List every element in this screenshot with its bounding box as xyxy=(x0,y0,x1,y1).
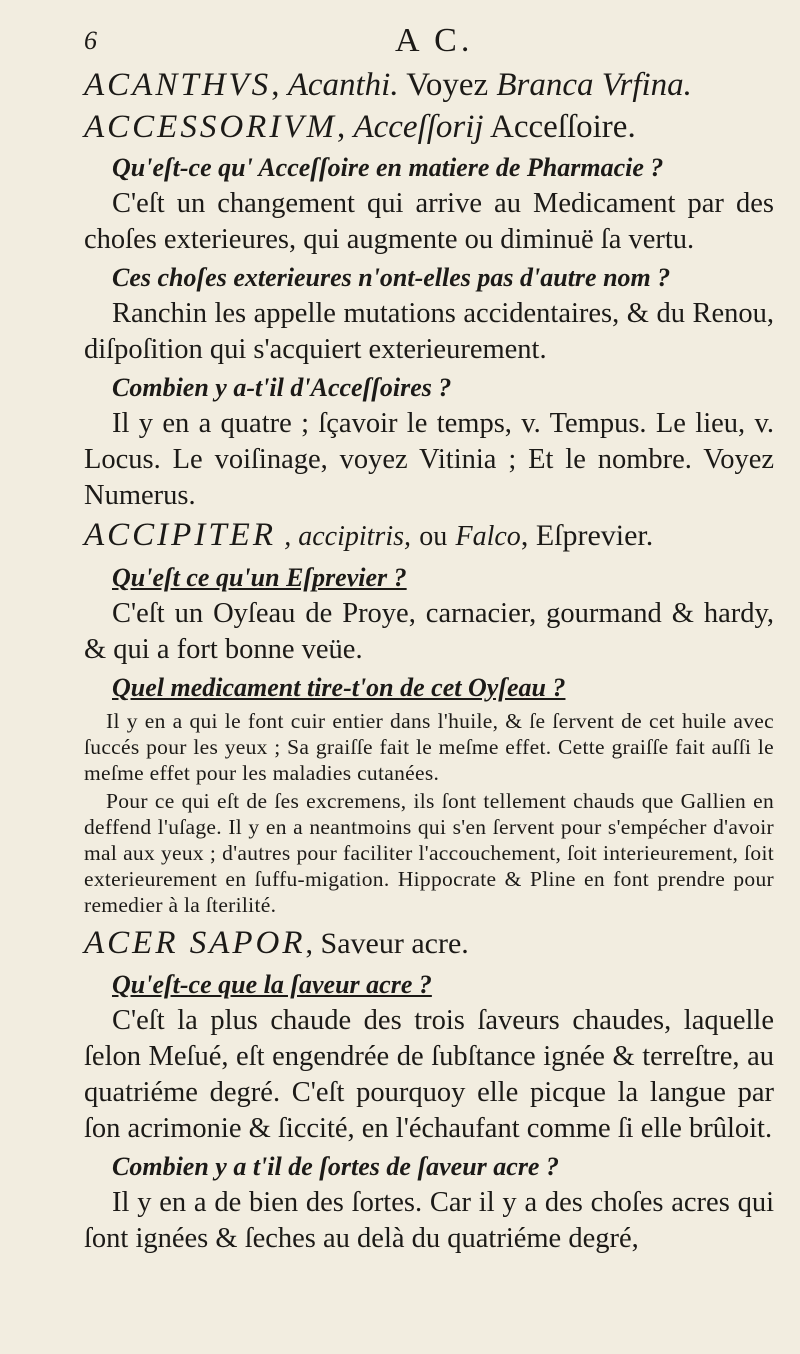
entry-alt: Falco xyxy=(455,521,521,552)
answer-small: Il y en a qui le font cuir entier dans l'huile, & ſe ſervent de cet huile avec ſuccés pour les yeux ; Sa graiſſe fait le meſme effet. Cette graiſſe fait auſſi le meſme effet pour les maladies cutanées. xyxy=(84,709,774,785)
answer: Il y en a quatre ; ſçavoir le temps, v. Tempus. Le lieu, v. Locus. Le voiſinage, voyez Vitinia ; Et le nombre. Voyez Numerus. xyxy=(84,408,774,511)
question: Combien y a t'il de ſortes de ſaveur acre ? xyxy=(112,1152,559,1181)
entry-latin: , accipitris, xyxy=(284,521,411,552)
running-head: A C. xyxy=(395,22,474,59)
page-body xyxy=(84,64,774,1257)
entry-term: ACANTHVS xyxy=(84,67,272,103)
entry-term: ACCIPITER xyxy=(84,517,276,553)
answer: Il y en a de bien des ſortes. Car il y a des choſes acres qui ſont ignées & ſeches au delà du quatriéme degré, xyxy=(84,1187,774,1254)
entry-or: ou xyxy=(419,521,448,552)
question: Ces choſes exterieures n'ont-elles pas d'autre nom ? xyxy=(112,263,671,292)
question: Qu'eſt-ce qu' Acceſſoire en matiere de Pharmacie ? xyxy=(112,153,664,182)
entry-latin: Acceſſorij xyxy=(353,109,484,145)
page-number: 6 xyxy=(84,26,97,55)
entry-term: ACCESSORIVM xyxy=(84,109,337,145)
entry-acer-sapor-heading xyxy=(84,922,774,965)
entry-french: , Saveur acre. xyxy=(305,927,469,960)
entry-accipiter-heading xyxy=(84,514,774,558)
page-header xyxy=(0,22,800,66)
entry-accessorium-heading: ACCESSORIVM, Acceſſorij Acceſſoire. xyxy=(84,109,636,145)
entry-acanthus-heading: ACANTHVS, Acanthi. Voyez Branca Vrfina. xyxy=(84,67,692,103)
cross-reference: Branca Vrfina. xyxy=(496,67,692,103)
entry-french: Acceſſoire. xyxy=(490,109,636,145)
question: Quel medicament tire-t'on de cet Oyſeau ? xyxy=(112,673,566,702)
answer-small: Pour ce qui eſt de ſes excremens, ils ſont tellement chauds que Gallien en deffend l'uſage. Il y en a neantmoins qui s'en ſervent pour s'empécher d'avoir mal aux yeux ; d'autres pour faciliter l'accouchement, ſoit interieurement, ſoit exterieurement en ſuffu-migation. Hippocrate & Pline en font prendre pour remedier à la ſterilité. xyxy=(84,789,774,917)
answer: C'eſt un Oyſeau de Proye, carnacier, gourmand & hardy, & qui a fort bonne veüe. xyxy=(84,598,774,665)
question: Qu'eſt-ce que la ſaveur acre ? xyxy=(112,970,432,999)
see-text: Voyez xyxy=(406,67,489,103)
entry-latin: Acanthi. xyxy=(287,67,399,103)
answer: C'eſt la plus chaude des trois ſaveurs chaudes, laquelle ſelon Meſué, eſt engendrée de ſubſtance ignée & terreſtre, au quatriéme degré. C'eſt pourquoy elle picque la langue par ſon acrimonie & ſiccité, en l'échaufant comme ſi elle brûloit. xyxy=(84,1005,774,1144)
entry-french: , Eſprevier. xyxy=(520,519,654,552)
question: Combien y a-t'il d'Acceſſoires ? xyxy=(112,373,452,402)
question: Qu'eſt ce qu'un Eſprevier ? xyxy=(112,563,407,592)
entry-term: ACER SAPOR xyxy=(84,925,306,961)
answer: Ranchin les appelle mutations accidentaires, & du Renou, diſpoſition qui s'acquiert exterieurement. xyxy=(84,298,774,365)
answer: C'eſt un changement qui arrive au Medicament par des choſes exterieures, qui augmente ou diminuë ſa vertu. xyxy=(84,188,774,255)
